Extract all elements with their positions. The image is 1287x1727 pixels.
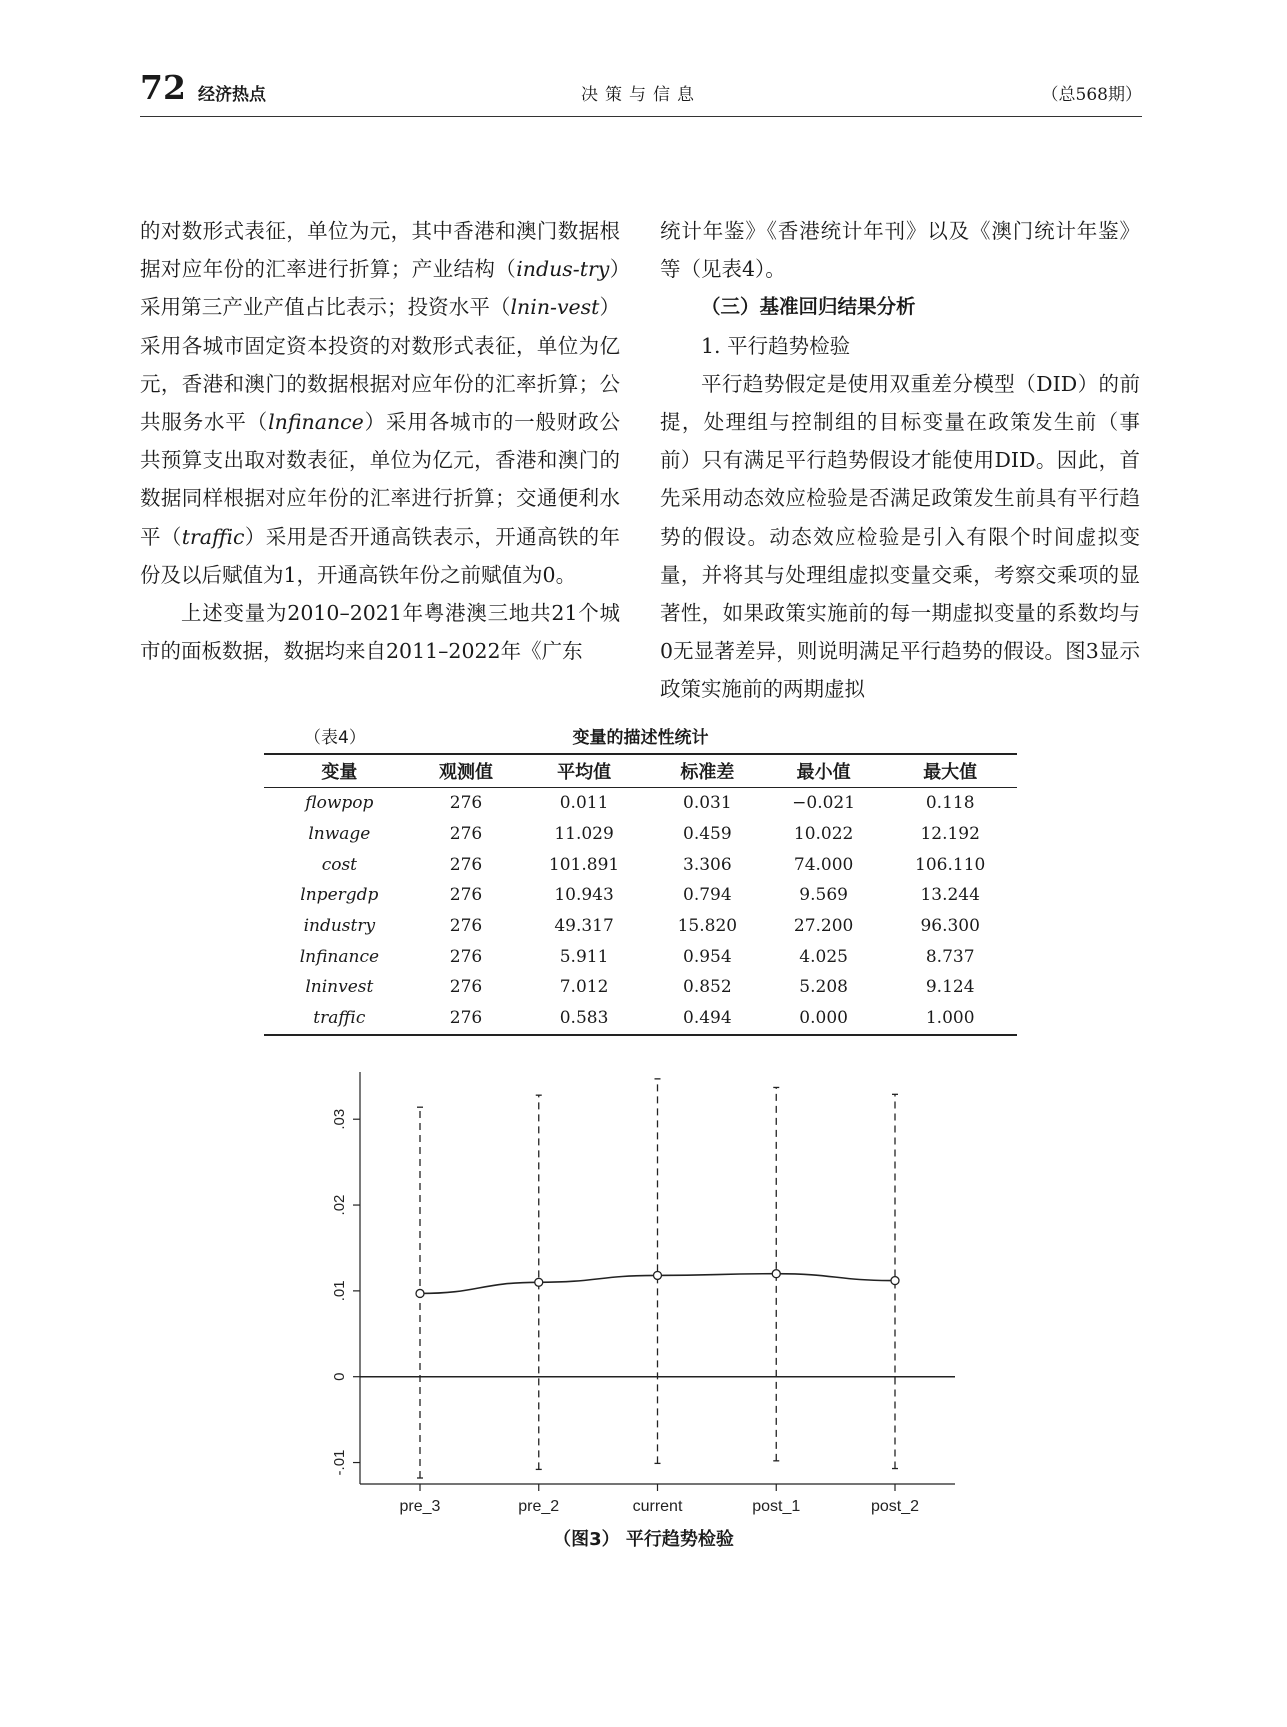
header-cell: 平均值 — [517, 754, 651, 788]
table-cell: 106.110 — [915, 854, 986, 875]
variable-name-cell: cost — [321, 854, 358, 875]
table-cell: 4.025 — [799, 946, 848, 967]
subsection-heading: 1. 平行趋势检验 — [701, 333, 851, 358]
table-cell: 5.911 — [559, 946, 609, 967]
issue-number: （总568期） — [1041, 85, 1142, 105]
figure-caption: （图3） 平行趋势检验 — [553, 1529, 734, 1550]
table-cell: 0.583 — [559, 1008, 609, 1029]
coefficient-point — [654, 1271, 662, 1279]
table-cell: 10.022 — [793, 824, 854, 845]
y-tick-label: .03 — [331, 1108, 348, 1130]
variable-name-cell: lnfinance — [299, 946, 380, 967]
section-name: 经济热点 — [198, 85, 266, 105]
left-column — [140, 212, 620, 670]
variable-name-cell: lnwage — [308, 824, 371, 845]
table-cell: 0.118 — [925, 793, 975, 814]
header-cell: 最大值 — [883, 754, 1017, 788]
left-paragraph-2: 上述变量为2010–2021年粤港澳三地共21个城市的面板数据，数据均来自2011–2022年《广东 — [140, 601, 620, 664]
table-cell: 5.208 — [799, 977, 848, 998]
table-cell: 276 — [449, 1008, 483, 1029]
header-cell: 变量 — [264, 754, 415, 788]
table-cell: 0.011 — [559, 793, 609, 814]
variable-name-cell: flowpop — [305, 793, 374, 814]
descriptive-stats-table — [264, 753, 1017, 1036]
table-cell: 276 — [449, 824, 483, 845]
table-cell: 15.820 — [677, 916, 738, 937]
coefficient-point — [772, 1270, 780, 1278]
header-cell: 观测值 — [415, 754, 518, 788]
x-tick-label: pre_3 — [399, 1498, 441, 1515]
variable-name-cell: industry — [303, 916, 376, 937]
table-cell: 7.012 — [559, 977, 609, 998]
table-cell: 3.306 — [683, 854, 732, 875]
x-tick-label: pre_2 — [518, 1498, 560, 1515]
variable-name-cell: lnpergdp — [300, 885, 379, 906]
right-paragraph-1: 统计年鉴》《香港统计年刊》以及《澳门统计年鉴》等（见表4）。 — [660, 219, 1140, 282]
table-row — [264, 972, 1017, 1003]
x-tick-label: post_2 — [870, 1498, 920, 1515]
table-cell: 11.029 — [554, 824, 614, 845]
table-label: （表4） — [304, 728, 366, 748]
header-cell: 最小值 — [764, 754, 884, 788]
table-cell: 9.124 — [925, 977, 975, 998]
table-cell: 276 — [449, 916, 483, 937]
x-tick-label: post_1 — [752, 1498, 801, 1515]
table-cell: 1.000 — [925, 1008, 975, 1029]
table-row — [264, 911, 1017, 942]
journal-title: 决策与信息 — [581, 85, 701, 105]
table-cell: −0.021 — [792, 793, 856, 814]
table-cell: 74.000 — [793, 854, 854, 875]
table-row — [264, 819, 1017, 850]
y-tick-label: -.01 — [331, 1449, 348, 1476]
y-tick-label: 0 — [331, 1372, 348, 1381]
page-number: 72 — [140, 68, 186, 107]
table-cell: 276 — [449, 946, 483, 967]
variable-name-cell: traffic — [313, 1008, 366, 1029]
table-cell: 0.794 — [683, 885, 732, 906]
table-row — [264, 941, 1017, 972]
table-cell: 101.891 — [548, 854, 620, 875]
section-heading: （三）基准回归结果分析 — [701, 295, 916, 319]
table-cell: 9.569 — [799, 885, 848, 906]
y-tick-label: .02 — [331, 1194, 348, 1216]
table-cell: 276 — [449, 854, 483, 875]
table-row — [264, 880, 1017, 911]
table-header-row — [264, 754, 1017, 788]
table-cell: 0.954 — [683, 946, 732, 967]
table-cell: 12.192 — [920, 824, 980, 845]
table-cell: 0.852 — [683, 977, 732, 998]
header-cell: 标准差 — [651, 754, 764, 788]
table-cell: 0.494 — [683, 1008, 732, 1029]
page-header — [140, 64, 1142, 117]
table-title: 变量的描述性统计 — [572, 728, 709, 748]
table-cell: 276 — [449, 977, 483, 998]
coefficient-point — [891, 1277, 899, 1285]
parallel-trend-chart — [305, 1060, 965, 1530]
table-row — [264, 788, 1017, 819]
table-row — [264, 849, 1017, 880]
table-cell: 96.300 — [920, 916, 980, 937]
table-cell: 8.737 — [925, 946, 975, 967]
right-paragraph-2: 平行趋势假定是使用双重差分模型（DID）的前提，处理组与控制组的目标变量在政策发生前（事前）只有满足平行趋势假设才能使用DID。因此，首先采用动态效应检验是否满足政策发生前具有平行趋势的假设。动态效应检验是引入有限个时间虚拟变量，并将其与处理组虚拟变量交乘，考察交乘项的显著性，如果政策实施前的每一期虚拟变量的系数均与0无显著差异，则说明满足平行趋势的假设。图3显示政策实施前的两期虚拟 — [660, 371, 1140, 702]
table-cell: 0.031 — [683, 793, 732, 814]
y-tick-label: .01 — [331, 1280, 348, 1302]
table-cell: 27.200 — [793, 916, 854, 937]
table-cell: 13.244 — [920, 885, 980, 906]
table-cell: 276 — [449, 885, 483, 906]
table-cell: 49.317 — [554, 916, 614, 937]
right-column — [660, 212, 1140, 709]
coefficient-point — [416, 1289, 424, 1297]
table-cell: 276 — [449, 793, 483, 814]
table-caption — [264, 723, 1017, 753]
table-row — [264, 1003, 1017, 1035]
x-tick-label: current — [632, 1498, 683, 1515]
table-cell: 0.459 — [683, 824, 732, 845]
table-cell: 0.000 — [799, 1008, 848, 1029]
table-cell: 10.943 — [554, 885, 614, 906]
variable-name-cell: lninvest — [305, 977, 374, 998]
coefficient-point — [535, 1278, 543, 1286]
left-paragraph-1: 的对数形式表征，单位为元，其中香港和澳门数据根据对应年份的汇率进行折算；产业结构（indus-try）采用第三产业产值占比表示；投资水平（lnin-vest）采用各城市固定资本投资的对数形式表征，单位为亿元，香港和澳门的数据根据对应年份的汇率折算；公共服务水平（lnfinance）采用各城市的一般财政公共预算支出取对数表征，单位为亿元，香港和澳门的数据同样根据对应年份的汇率进行折算；交通便利水平（traffic）采用是否开通高铁表示，开通高铁的年份及以后赋值为1，开通高铁年份之前赋值为0。 — [140, 219, 621, 587]
